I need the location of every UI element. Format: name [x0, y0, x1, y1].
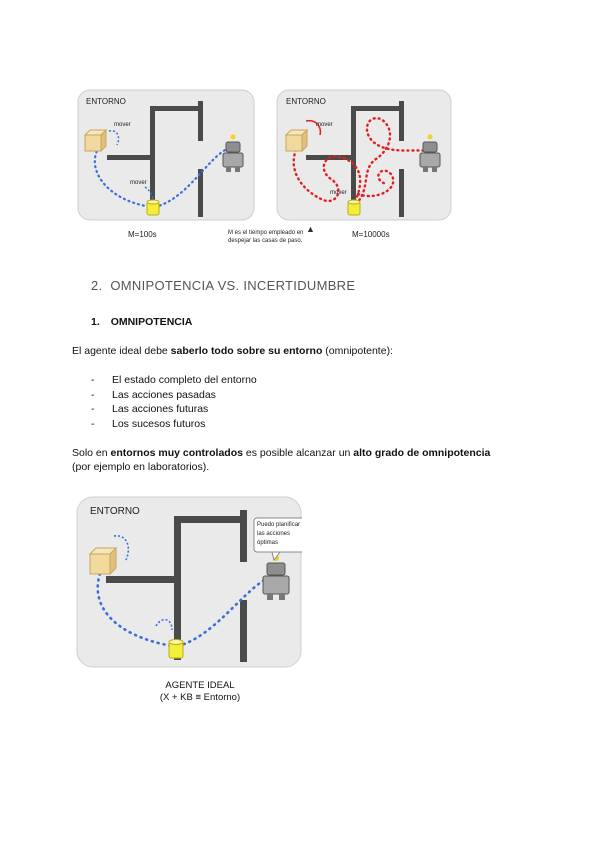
- paragraph-2-line-2: (por ejemplo en laboratorios).: [72, 461, 210, 473]
- figure-2-caption-line-1: AGENTE IDEAL: [165, 680, 235, 691]
- figure-1-left-panel: [77, 89, 255, 221]
- figure-1-left-mover-bottom: mover: [130, 180, 147, 186]
- paragraph-1-suffix: (omnipotente):: [322, 345, 393, 357]
- speech-bubble-text: [257, 521, 321, 548]
- section-number: 2.: [91, 278, 103, 293]
- figure-2-caption: [110, 680, 290, 704]
- list-item: [91, 402, 491, 417]
- figure-2-title: ENTORNO: [90, 506, 140, 517]
- figure-1-right-caption: M=10000s: [352, 230, 390, 239]
- list-dash: -: [91, 403, 95, 415]
- list-item-text: Los sucesos futuros: [112, 417, 206, 430]
- list-item: [91, 388, 491, 403]
- section-heading: [91, 278, 355, 293]
- list-item-text: Las acciones pasadas: [112, 388, 216, 401]
- box-icon: [286, 130, 307, 151]
- box-icon: [85, 130, 106, 151]
- list-dash: -: [91, 417, 95, 430]
- speech-line-3: óptimas: [257, 540, 279, 546]
- subsection-title: OMNIPOTENCIA: [110, 316, 193, 328]
- figure-1-left-mover-top: mover: [114, 122, 131, 128]
- paragraph-1-prefix: El agente ideal debe: [72, 345, 171, 357]
- list-item: [91, 373, 491, 388]
- figure-1-right-mover-bottom: mover: [330, 190, 347, 196]
- paragraph-2-bold-2: alto grado de omnipotencia: [353, 447, 491, 459]
- paragraph-2-part-1: Solo en: [72, 447, 111, 459]
- can-icon: [169, 640, 183, 659]
- paragraph-2: [72, 446, 552, 474]
- can-icon: [147, 200, 159, 215]
- box-icon: [90, 548, 116, 574]
- figure-1-right-title: ENTORNO: [286, 97, 326, 106]
- bullet-list: [91, 373, 491, 431]
- list-dash: -: [91, 374, 95, 386]
- can-icon: [348, 200, 360, 215]
- list-dash: -: [91, 388, 95, 401]
- figure-1-left-title: ENTORNO: [86, 97, 126, 106]
- figure-1-left-caption: M=100s: [128, 230, 157, 239]
- figure-1-right-mover-top: mover: [316, 122, 333, 128]
- paragraph-2-part-2: es posible alcanzar un: [242, 447, 354, 459]
- paragraph-2-bold-1: entornos muy controlados: [110, 447, 243, 459]
- speech-line-1: Puedo planificar: [257, 522, 301, 528]
- list-item-text: El estado completo del entorno: [112, 374, 257, 386]
- speech-line-2: las acciones: [257, 531, 291, 537]
- paragraph-1-bold: saberlo todo sobre su entorno: [170, 345, 323, 357]
- figure-1-middle-note: M es el tiempo empleado en despejar las casas de paso.: [228, 230, 304, 244]
- subsection-heading: [91, 316, 192, 328]
- figure-2-caption-line-2: (X + KB ≡ Entorno): [159, 692, 241, 703]
- section-title: OMNIPOTENCIA VS. INCERTIDUMBRE: [110, 278, 356, 293]
- cursor-icon: ▲: [306, 224, 315, 234]
- paragraph-1: [72, 344, 542, 358]
- list-item-text: Las acciones futuras: [112, 403, 209, 415]
- subsection-number: 1.: [91, 316, 100, 328]
- list-item: [91, 417, 491, 432]
- paragraph-2-line-1: [72, 446, 552, 460]
- figure-1-right-panel: [276, 89, 452, 221]
